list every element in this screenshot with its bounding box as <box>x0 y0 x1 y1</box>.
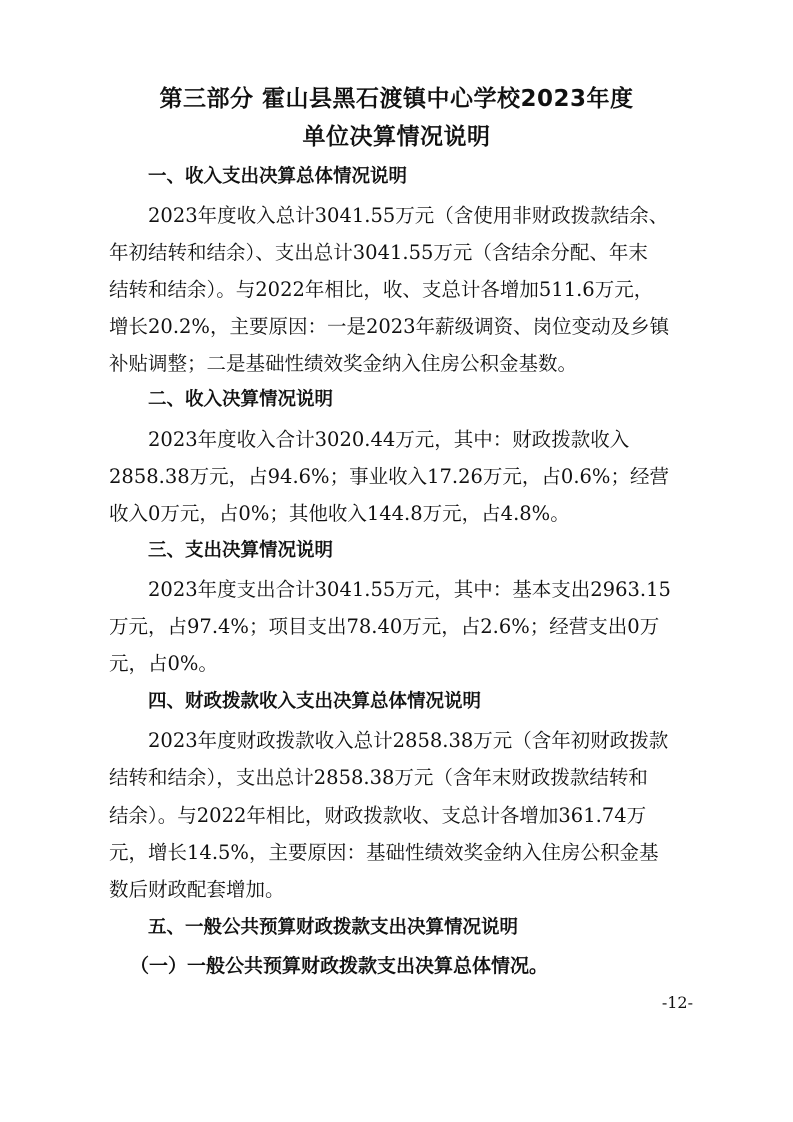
paragraph-line: 2023年度财政拨款收入总计2858.38万元（含年初财政拨款 <box>148 729 669 752</box>
paragraph-line: 数后财政配套增加。 <box>109 878 285 901</box>
paragraph-line: 补贴调整；二是基础性绩效奖金纳入住房公积金基数。 <box>109 352 578 375</box>
section-heading-income: 二、收入决算情况说明 <box>148 389 334 410</box>
paragraph-line: 结转和结余）。与2022年相比，收、支总计各增加511.6万元， <box>109 278 654 301</box>
document-title-line-1: 第三部分 霍山县黑石渡镇中心学校2023年度 <box>159 86 634 112</box>
document-title-line-2: 单位决算情况说明 <box>302 124 491 150</box>
paragraph-line: 元，增长14.5%，主要原因：基础性绩效奖金纳入住房公积金基 <box>109 841 659 864</box>
paragraph-line: 2023年度支出合计3041.55万元，其中：基本支出2963.15 <box>148 578 671 601</box>
paragraph-line: 元，占0%。 <box>109 652 218 675</box>
paragraph-line: 增长20.2%，主要原因：一是2023年薪级调资、岗位变动及乡镇 <box>109 315 670 338</box>
section-heading-general-public-budget: 五、一般公共预算财政拨款支出决算情况说明 <box>148 917 519 938</box>
paragraph-line: 2023年度收入合计3020.44万元，其中：财政拨款收入 <box>148 428 630 451</box>
paragraph-line: 万元，占97.4%；项目支出78.40万元，占2.6%；经营支出0万 <box>109 615 660 638</box>
paragraph-line: 2023年度收入总计3041.55万元（含使用非财政拨款结余、 <box>148 204 669 227</box>
section-heading-fiscal-appropriation: 四、财政拨款收入支出决算总体情况说明 <box>148 691 482 712</box>
paragraph-line: 收入0万元，占0%；其他收入144.8万元，占4.8%。 <box>109 502 570 525</box>
section-heading-expenditure: 三、支出决算情况说明 <box>148 540 334 561</box>
subsection-heading-overall: （一）一般公共预算财政拨款支出决算总体情况。 <box>130 955 549 977</box>
paragraph-line: 2858.38万元，占94.6%；事业收入17.26万元，占0.6%；经营 <box>109 465 669 488</box>
paragraph-line: 结余）。与2022年相比，财政拨款收、支总计各增加361.74万 <box>109 804 647 827</box>
paragraph-line: 年初结转和结余）、支出总计3041.55万元（含结余分配、年末 <box>109 241 648 264</box>
paragraph-line: 结转和结余），支出总计2858.38万元（含年末财政拨款结转和 <box>109 766 648 789</box>
page-number: -12- <box>661 993 693 1012</box>
section-heading-income-expenditure-overview: 一、收入支出决算总体情况说明 <box>148 166 408 187</box>
